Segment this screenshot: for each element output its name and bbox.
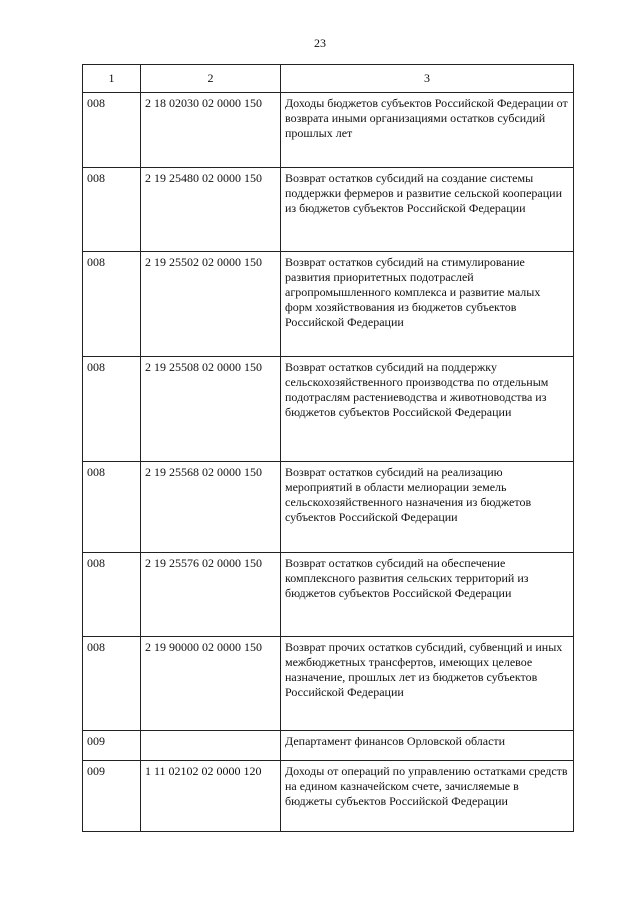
name-cell: Возврат остатков субсидий на стимулирование развития приоритетных подотраслей агропромышленного комплекса и развитие малых форм хозяйствования из бюджетов субъектов Российской Федерации — [281, 252, 574, 357]
name-cell: Возврат остатков субсидий на создание системы поддержки фермеров и развитие сельской кооперации из бюджетов субъектов Российской Федерации — [281, 168, 574, 252]
admin-code-cell: 009 — [83, 761, 141, 832]
column-header-3: 3 — [281, 65, 574, 93]
table-row — [83, 462, 574, 553]
budget-code-cell: 2 19 25576 02 0000 150 — [141, 553, 281, 637]
admin-code-cell: 008 — [83, 357, 141, 462]
table-row — [83, 761, 574, 832]
budget-code-cell: 2 19 90000 02 0000 150 — [141, 637, 281, 731]
column-header-1: 1 — [83, 65, 141, 93]
table-row — [83, 553, 574, 637]
name-cell: Возврат остатков субсидий на обеспечение комплексного развития сельских территорий из бюджетов субъектов Российской Федерации — [281, 553, 574, 637]
admin-code-cell: 008 — [83, 462, 141, 553]
page-number: 23 — [314, 36, 326, 50]
budget-code-cell: 2 19 25480 02 0000 150 — [141, 168, 281, 252]
budget-classification-table — [82, 64, 574, 832]
admin-code-cell: 009 — [83, 731, 141, 761]
admin-code-cell: 008 — [83, 553, 141, 637]
table-row — [83, 357, 574, 462]
budget-code-cell: 1 11 02102 02 0000 120 — [141, 761, 281, 832]
table-row — [83, 637, 574, 731]
name-cell: Департамент финансов Орловской области — [281, 731, 574, 761]
budget-code-cell: 2 19 25508 02 0000 150 — [141, 357, 281, 462]
column-header-2: 2 — [141, 65, 281, 93]
budget-code-cell: 2 19 25568 02 0000 150 — [141, 462, 281, 553]
table-header-row — [83, 65, 574, 93]
name-cell: Возврат остатков субсидий на поддержку сельскохозяйственного производства по отдельным подотраслям растениеводства и животноводства из бюджетов субъектов Российской Федерации — [281, 357, 574, 462]
admin-code-cell: 008 — [83, 637, 141, 731]
budget-code-cell — [141, 731, 281, 761]
name-cell: Возврат остатков субсидий на реализацию мероприятий в области мелиорации земель сельскохозяйственного назначения из бюджетов субъектов Российской Федерации — [281, 462, 574, 553]
table-row — [83, 168, 574, 252]
budget-code-cell: 2 18 02030 02 0000 150 — [141, 93, 281, 168]
budget-code-cell: 2 19 25502 02 0000 150 — [141, 252, 281, 357]
admin-code-cell: 008 — [83, 168, 141, 252]
table-row — [83, 252, 574, 357]
name-cell: Возврат прочих остатков субсидий, субвенций и иных межбюджетных трансфертов, имеющих целевое назначение, прошлых лет из бюджетов субъектов Российской Федерации — [281, 637, 574, 731]
name-cell: Доходы от операций по управлению остатками средств на едином казначейском счете, зачисляемые в бюджеты субъектов Российской Федерации — [281, 761, 574, 832]
admin-code-cell: 008 — [83, 93, 141, 168]
table-row — [83, 731, 574, 761]
table-row — [83, 93, 574, 168]
name-cell: Доходы бюджетов субъектов Российской Федерации от возврата иными организациями остатков субсидий прошлых лет — [281, 93, 574, 168]
admin-code-cell: 008 — [83, 252, 141, 357]
